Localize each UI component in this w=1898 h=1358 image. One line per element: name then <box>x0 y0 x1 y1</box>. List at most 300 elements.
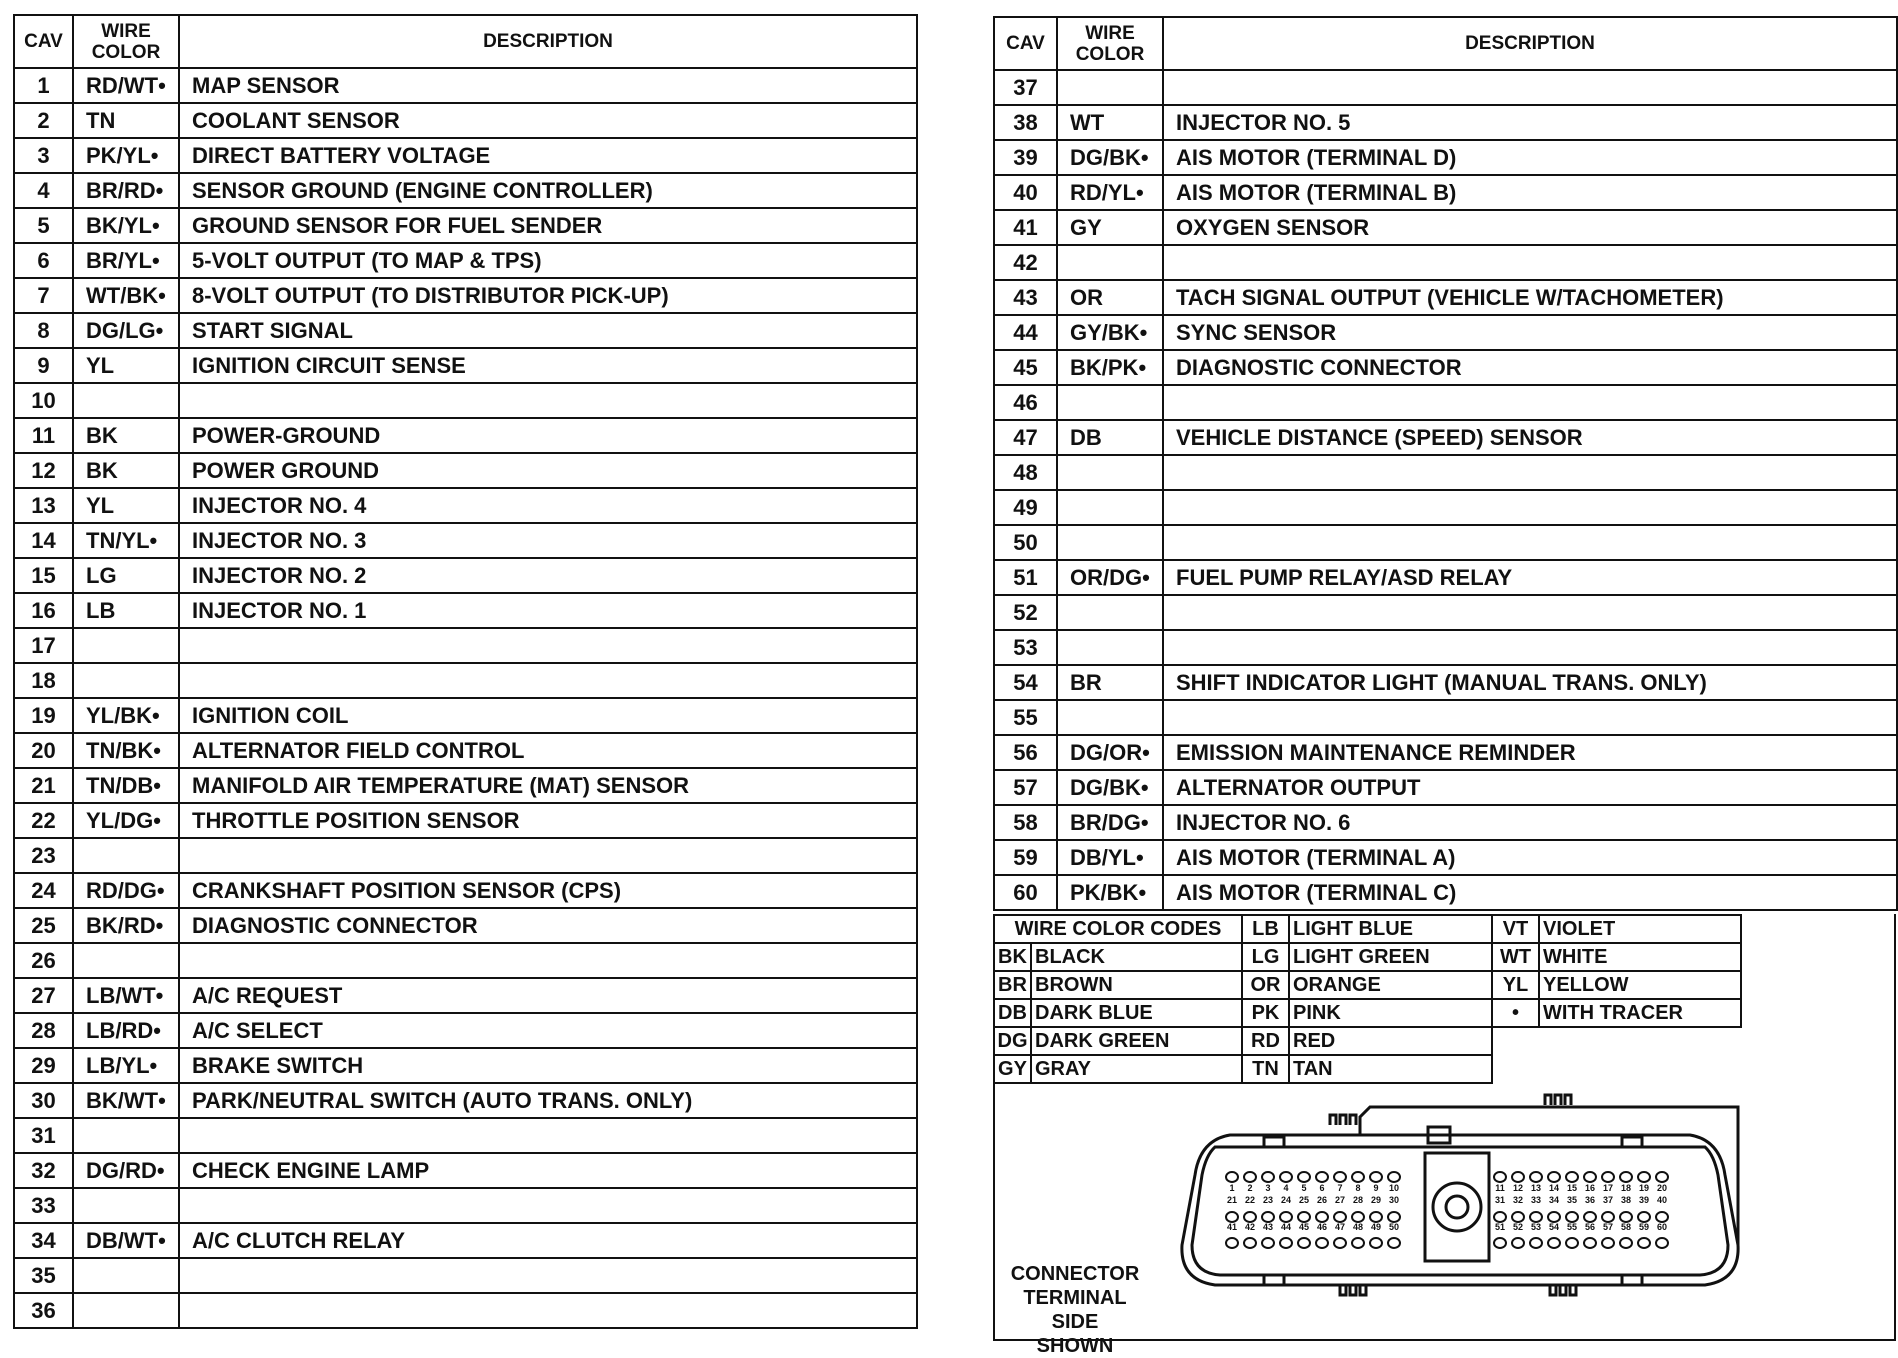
description-cell <box>179 1118 917 1153</box>
color-name: VIOLET <box>1539 915 1741 943</box>
legend-row <box>994 999 1741 1027</box>
pinout-rows-right <box>994 70 1897 910</box>
description-cell: MANIFOLD AIR TEMPERATURE (MAT) SENSOR <box>179 768 917 803</box>
table-row <box>14 593 917 628</box>
pin-number-label: 35 <box>1566 1195 1578 1205</box>
table-row <box>994 245 1897 280</box>
wire-color-cell: BR/RD• <box>73 173 179 208</box>
legend-row <box>994 943 1741 971</box>
color-code: BK <box>994 943 1031 971</box>
wire-color-cell: WT/BK• <box>73 278 179 313</box>
cav-cell: 43 <box>994 280 1057 315</box>
table-row <box>994 175 1897 210</box>
wire-color-cell <box>73 1293 179 1328</box>
cav-cell: 32 <box>14 1153 73 1188</box>
pin-number-label: 31 <box>1494 1195 1506 1205</box>
table-row <box>14 838 917 873</box>
cav-cell: 56 <box>994 735 1057 770</box>
wire-color-cell <box>1057 700 1163 735</box>
description-cell: CRANKSHAFT POSITION SENSOR (CPS) <box>179 873 917 908</box>
table-row <box>14 243 917 278</box>
color-code: DB <box>994 999 1031 1027</box>
pin-number-label: 5 <box>1301 1183 1307 1193</box>
cav-cell: 12 <box>14 453 73 488</box>
description-cell: EMISSION MAINTENANCE REMINDER <box>1163 735 1897 770</box>
description-cell <box>1163 385 1897 420</box>
description-cell: TACH SIGNAL OUTPUT (VEHICLE W/TACHOMETER) <box>1163 280 1897 315</box>
wire-color-cell: YL <box>73 488 179 523</box>
description-cell <box>1163 630 1897 665</box>
description-cell: OXYGEN SENSOR <box>1163 210 1897 245</box>
pin-hole <box>1316 1238 1328 1248</box>
description-cell: A/C SELECT <box>179 1013 917 1048</box>
pin-hole <box>1602 1172 1614 1182</box>
pin-hole <box>1262 1172 1274 1182</box>
description-cell: INJECTOR NO. 5 <box>1163 105 1897 140</box>
pin-number-label: 11 <box>1495 1183 1505 1193</box>
color-name: GRAY <box>1031 1055 1242 1083</box>
cav-header: CAV <box>994 17 1057 70</box>
color-code: • <box>1492 999 1539 1027</box>
pin-number-label: 23 <box>1262 1195 1274 1205</box>
wire-color-cell: RD/YL• <box>1057 175 1163 210</box>
pin-hole <box>1370 1172 1382 1182</box>
description-cell: SENSOR GROUND (ENGINE CONTROLLER) <box>179 173 917 208</box>
cav-cell: 25 <box>14 908 73 943</box>
table-row <box>14 663 917 698</box>
pinout-table-right <box>993 16 1898 911</box>
description-cell: DIAGNOSTIC CONNECTOR <box>179 908 917 943</box>
table-row <box>14 1293 917 1328</box>
wire-color-cell: TN/YL• <box>73 523 179 558</box>
pin-number-label: 6 <box>1319 1183 1325 1193</box>
description-cell: ALTERNATOR FIELD CONTROL <box>179 733 917 768</box>
pin-hole <box>1638 1172 1650 1182</box>
pin-number-label: 54 <box>1548 1222 1560 1232</box>
wire-color-cell: OR <box>1057 280 1163 315</box>
table-row <box>994 840 1897 875</box>
color-name: LIGHT BLUE <box>1289 915 1492 943</box>
description-cell: INJECTOR NO. 6 <box>1163 805 1897 840</box>
cav-cell: 34 <box>14 1223 73 1258</box>
pin-hole <box>1226 1172 1238 1182</box>
pin-number-label: 27 <box>1334 1195 1346 1205</box>
table-row <box>994 315 1897 350</box>
description-cell <box>1163 455 1897 490</box>
wire-color-cell: BK/PK• <box>1057 350 1163 385</box>
pin-hole <box>1316 1172 1328 1182</box>
table-row <box>994 385 1897 420</box>
cav-cell: 33 <box>14 1188 73 1223</box>
table-row <box>994 735 1897 770</box>
wire-color-cell: DG/LG• <box>73 313 179 348</box>
description-cell: 5-VOLT OUTPUT (TO MAP & TPS) <box>179 243 917 278</box>
pin-hole <box>1638 1212 1650 1222</box>
table-row <box>14 453 917 488</box>
table-row <box>14 418 917 453</box>
wire-color-cell <box>73 1118 179 1153</box>
table-row <box>994 630 1897 665</box>
pin-hole <box>1656 1172 1668 1182</box>
cav-cell: 8 <box>14 313 73 348</box>
wire-color-cell: DG/RD• <box>73 1153 179 1188</box>
cav-cell: 17 <box>14 628 73 663</box>
wire-color-cell <box>1057 630 1163 665</box>
table-row <box>14 138 917 173</box>
description-cell <box>179 663 917 698</box>
cav-cell: 60 <box>994 875 1057 910</box>
table-row <box>14 873 917 908</box>
pin-hole <box>1530 1172 1542 1182</box>
pin-number-label: 18 <box>1620 1183 1632 1193</box>
pin-hole <box>1298 1212 1310 1222</box>
description-cell <box>1163 595 1897 630</box>
pin-hole <box>1548 1172 1560 1182</box>
pin-number-label: 29 <box>1370 1195 1382 1205</box>
wire-color-header: WIRE COLOR <box>1057 17 1163 70</box>
pin-number-label: 43 <box>1262 1222 1274 1232</box>
description-cell <box>179 383 917 418</box>
description-cell: THROTTLE POSITION SENSOR <box>179 803 917 838</box>
pin-number-label: 57 <box>1602 1222 1614 1232</box>
wire-color-cell <box>1057 70 1163 105</box>
wire-color-cell: YL <box>73 348 179 383</box>
pin-hole <box>1602 1212 1614 1222</box>
center-bolt-icon <box>1433 1183 1481 1231</box>
color-name: PINK <box>1289 999 1492 1027</box>
pin-hole <box>1388 1172 1400 1182</box>
description-cell: START SIGNAL <box>179 313 917 348</box>
pin-number-label: 42 <box>1244 1222 1256 1232</box>
cav-cell: 23 <box>14 838 73 873</box>
pin-number-label: 33 <box>1530 1195 1542 1205</box>
wire-color-codes-legend <box>993 914 1742 1084</box>
table-row <box>14 978 917 1013</box>
wire-color-cell: BK/WT• <box>73 1083 179 1118</box>
wire-color-cell <box>1057 245 1163 280</box>
table-row <box>14 1083 917 1118</box>
description-cell: IGNITION CIRCUIT SENSE <box>179 348 917 383</box>
wire-color-cell: BK <box>73 418 179 453</box>
cav-cell: 57 <box>994 770 1057 805</box>
pin-hole <box>1370 1212 1382 1222</box>
cav-cell: 54 <box>994 665 1057 700</box>
pin-hole <box>1262 1238 1274 1248</box>
description-cell <box>179 628 917 663</box>
table-row <box>14 173 917 208</box>
pin-number-label: 4 <box>1283 1183 1289 1193</box>
caption-line-3: SHOWN <box>1036 1335 1114 1357</box>
pin-hole <box>1352 1238 1364 1248</box>
cav-cell: 55 <box>994 700 1057 735</box>
description-cell: GROUND SENSOR FOR FUEL SENDER <box>179 208 917 243</box>
color-code: PK <box>1242 999 1289 1027</box>
table-row <box>14 1013 917 1048</box>
description-cell: INJECTOR NO. 4 <box>179 488 917 523</box>
table-row <box>14 908 917 943</box>
pin-number-label: 55 <box>1566 1222 1578 1232</box>
cav-cell: 28 <box>14 1013 73 1048</box>
wire-color-cell <box>73 628 179 663</box>
pin-hole <box>1388 1238 1400 1248</box>
description-cell: POWER-GROUND <box>179 418 917 453</box>
cav-cell: 46 <box>994 385 1057 420</box>
pin-hole <box>1352 1172 1364 1182</box>
description-cell <box>179 1293 917 1328</box>
pin-number-label: 49 <box>1370 1222 1382 1232</box>
cav-cell: 52 <box>994 595 1057 630</box>
cav-cell: 42 <box>994 245 1057 280</box>
description-cell: INJECTOR NO. 1 <box>179 593 917 628</box>
pin-number-label: 37 <box>1602 1195 1614 1205</box>
wire-color-cell: DB/YL• <box>1057 840 1163 875</box>
legend-row <box>994 915 1741 943</box>
pin-hole <box>1548 1212 1560 1222</box>
description-cell: BRAKE SWITCH <box>179 1048 917 1083</box>
wire-color-cell <box>1057 455 1163 490</box>
pin-hole <box>1388 1212 1400 1222</box>
table-row <box>14 68 917 103</box>
wire-color-cell <box>73 1258 179 1293</box>
table-row <box>14 383 917 418</box>
description-cell: VEHICLE DISTANCE (SPEED) SENSOR <box>1163 420 1897 455</box>
cav-cell: 13 <box>14 488 73 523</box>
color-code: VT <box>1492 915 1539 943</box>
table-row <box>994 875 1897 910</box>
table-row <box>14 803 917 838</box>
pin-hole <box>1334 1172 1346 1182</box>
pin-hole <box>1584 1238 1596 1248</box>
cav-cell: 47 <box>994 420 1057 455</box>
pin-hole <box>1494 1238 1506 1248</box>
cav-cell: 10 <box>14 383 73 418</box>
color-code: GY <box>994 1055 1031 1083</box>
color-code: LB <box>1242 915 1289 943</box>
pin-number-label: 38 <box>1620 1195 1632 1205</box>
caption-line-2: TERMINAL SIDE <box>1023 1287 1127 1333</box>
pin-number-label: 53 <box>1530 1222 1542 1232</box>
cav-cell: 37 <box>994 70 1057 105</box>
wire-color-cell <box>1057 595 1163 630</box>
pin-hole <box>1512 1172 1524 1182</box>
pin-number-label: 15 <box>1566 1183 1578 1193</box>
color-code: RD <box>1242 1027 1289 1055</box>
color-name: WITH TRACER <box>1539 999 1741 1027</box>
pin-number-label: 10 <box>1388 1183 1400 1193</box>
wire-color-cell <box>73 1188 179 1223</box>
pin-number-label: 17 <box>1602 1183 1614 1193</box>
description-header: DESCRIPTION <box>1163 17 1897 70</box>
cav-cell: 39 <box>994 140 1057 175</box>
description-cell: FUEL PUMP RELAY/ASD RELAY <box>1163 560 1897 595</box>
wire-color-cell: RD/DG• <box>73 873 179 908</box>
cav-cell: 59 <box>994 840 1057 875</box>
pin-hole <box>1226 1238 1238 1248</box>
table-row <box>994 140 1897 175</box>
pin-hole <box>1244 1212 1256 1222</box>
description-cell: SHIFT INDICATOR LIGHT (MANUAL TRANS. ONLY) <box>1163 665 1897 700</box>
pin-number-label: 46 <box>1316 1222 1328 1232</box>
connector-caption <box>1000 1262 1150 1358</box>
color-name: TAN <box>1289 1055 1492 1083</box>
pin-hole <box>1280 1238 1292 1248</box>
connector-inner-outline <box>1192 1147 1728 1275</box>
table-row <box>14 943 917 978</box>
color-name: LIGHT GREEN <box>1289 943 1492 971</box>
wire-color-cell: BK/RD• <box>73 908 179 943</box>
description-cell <box>179 838 917 873</box>
cav-cell: 40 <box>994 175 1057 210</box>
description-header: DESCRIPTION <box>179 15 917 68</box>
pin-hole <box>1566 1212 1578 1222</box>
pin-number-label: 50 <box>1388 1222 1400 1232</box>
pin-number-label: 3 <box>1265 1183 1271 1193</box>
pin-hole <box>1530 1212 1542 1222</box>
table-row <box>994 665 1897 700</box>
wire-color-cell: LG <box>73 558 179 593</box>
wire-color-cell: BR/DG• <box>1057 805 1163 840</box>
wire-color-cell: GY/BK• <box>1057 315 1163 350</box>
wire-color-cell: WT <box>1057 105 1163 140</box>
cav-cell: 1 <box>14 68 73 103</box>
description-cell: SYNC SENSOR <box>1163 315 1897 350</box>
description-cell <box>1163 70 1897 105</box>
pin-number-label: 48 <box>1352 1222 1364 1232</box>
color-code: LG <box>1242 943 1289 971</box>
pin-number-label: 52 <box>1512 1222 1524 1232</box>
cav-cell: 26 <box>14 943 73 978</box>
cav-cell: 3 <box>14 138 73 173</box>
pin-hole <box>1244 1172 1256 1182</box>
connector-diagram <box>1170 1095 1750 1315</box>
cav-cell: 4 <box>14 173 73 208</box>
wire-color-cell: PK/YL• <box>73 138 179 173</box>
color-name: YELLOW <box>1539 971 1741 999</box>
pin-number-label: 2 <box>1247 1183 1253 1193</box>
color-code: DG <box>994 1027 1031 1055</box>
wire-color-cell: DB/WT• <box>73 1223 179 1258</box>
cav-cell: 51 <box>994 560 1057 595</box>
cav-cell: 41 <box>994 210 1057 245</box>
description-cell <box>1163 700 1897 735</box>
pin-hole <box>1620 1212 1632 1222</box>
cav-cell: 27 <box>14 978 73 1013</box>
description-cell: COOLANT SENSOR <box>179 103 917 138</box>
table-row <box>14 558 917 593</box>
table-row <box>994 70 1897 105</box>
cav-cell: 2 <box>14 103 73 138</box>
color-name: RED <box>1289 1027 1492 1055</box>
pin-number-label: 19 <box>1638 1183 1650 1193</box>
color-code: BR <box>994 971 1031 999</box>
description-cell: 8-VOLT OUTPUT (TO DISTRIBUTOR PICK-UP) <box>179 278 917 313</box>
pin-hole <box>1494 1172 1506 1182</box>
table-row <box>994 455 1897 490</box>
table-row <box>14 733 917 768</box>
pin-number-label: 7 <box>1337 1183 1343 1193</box>
pin-number-label: 24 <box>1280 1195 1292 1205</box>
wire-color-cell: YL/BK• <box>73 698 179 733</box>
pin-number-label: 44 <box>1280 1222 1292 1232</box>
cav-cell: 48 <box>994 455 1057 490</box>
wire-color-cell <box>73 943 179 978</box>
pin-number-label: 34 <box>1548 1195 1560 1205</box>
pin-number-label: 26 <box>1316 1195 1328 1205</box>
description-cell: PARK/NEUTRAL SWITCH (AUTO TRANS. ONLY) <box>179 1083 917 1118</box>
cav-cell: 21 <box>14 768 73 803</box>
table-row <box>994 560 1897 595</box>
table-row <box>994 350 1897 385</box>
cav-cell: 38 <box>994 105 1057 140</box>
description-cell <box>179 943 917 978</box>
description-cell: IGNITION COIL <box>179 698 917 733</box>
cav-cell: 50 <box>994 525 1057 560</box>
table-row <box>14 1188 917 1223</box>
cav-cell: 36 <box>14 1293 73 1328</box>
cav-cell: 31 <box>14 1118 73 1153</box>
legend-row <box>994 971 1741 999</box>
description-cell <box>179 1188 917 1223</box>
description-cell: MAP SENSOR <box>179 68 917 103</box>
cav-cell: 44 <box>994 315 1057 350</box>
description-cell: DIRECT BATTERY VOLTAGE <box>179 138 917 173</box>
legend-title: WIRE COLOR CODES <box>994 915 1242 943</box>
pin-number-label: 30 <box>1388 1195 1400 1205</box>
cav-cell: 58 <box>994 805 1057 840</box>
pin-hole <box>1494 1212 1506 1222</box>
color-name: DARK BLUE <box>1031 999 1242 1027</box>
wire-color-cell <box>1057 385 1163 420</box>
wire-color-cell: LB <box>73 593 179 628</box>
wire-color-header: WIRE COLOR <box>73 15 179 68</box>
cav-cell: 14 <box>14 523 73 558</box>
color-name: BLACK <box>1031 943 1242 971</box>
color-code: YL <box>1492 971 1539 999</box>
pin-number-label: 20 <box>1656 1183 1668 1193</box>
table-row <box>994 525 1897 560</box>
pin-hole <box>1370 1238 1382 1248</box>
pin-hole <box>1548 1238 1560 1248</box>
pin-number-label: 51 <box>1494 1222 1506 1232</box>
pin-hole <box>1512 1238 1524 1248</box>
color-name: ORANGE <box>1289 971 1492 999</box>
caption-line-1: CONNECTOR <box>1010 1263 1140 1285</box>
pin-number-label: 8 <box>1355 1183 1361 1193</box>
pin-hole <box>1298 1238 1310 1248</box>
pin-hole <box>1298 1172 1310 1182</box>
legend-row <box>994 1027 1741 1055</box>
pin-hole <box>1352 1212 1364 1222</box>
pin-hole <box>1620 1238 1632 1248</box>
pin-number-label: 56 <box>1584 1222 1596 1232</box>
pinout-table-left <box>13 14 918 1329</box>
pin-number-label: 60 <box>1656 1222 1668 1232</box>
pin-number-label: 39 <box>1638 1195 1650 1205</box>
pin-hole <box>1566 1238 1578 1248</box>
wire-color-cell: DG/BK• <box>1057 140 1163 175</box>
cav-cell: 16 <box>14 593 73 628</box>
pin-number-label: 40 <box>1656 1195 1668 1205</box>
pin-number-label: 59 <box>1638 1222 1650 1232</box>
wire-color-cell: PK/BK• <box>1057 875 1163 910</box>
table-row <box>994 595 1897 630</box>
cav-cell: 5 <box>14 208 73 243</box>
pin-hole <box>1584 1172 1596 1182</box>
wire-color-cell <box>73 838 179 873</box>
wire-color-cell: LB/WT• <box>73 978 179 1013</box>
table-row <box>14 1258 917 1293</box>
description-cell: AIS MOTOR (TERMINAL C) <box>1163 875 1897 910</box>
